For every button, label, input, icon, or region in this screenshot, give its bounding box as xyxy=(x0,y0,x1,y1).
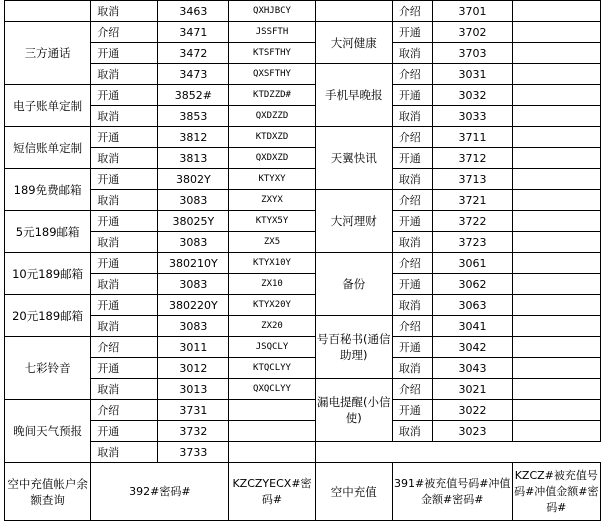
bottom-left-label: 空中充值帐户余额查询 xyxy=(5,463,91,521)
action-cell: 取消 xyxy=(91,148,158,169)
number-cell: 3723 xyxy=(433,232,512,253)
number-cell: 3732 xyxy=(158,421,229,442)
action-cell: 取消 xyxy=(91,190,158,211)
service-name: 七彩铃音 xyxy=(5,337,91,400)
action-cell: 开通 xyxy=(392,148,433,169)
table-row xyxy=(5,211,601,232)
code-cell xyxy=(229,421,315,442)
number-cell: 3033 xyxy=(433,106,512,127)
table-row xyxy=(5,253,601,274)
empty-cell xyxy=(512,106,600,127)
code-cell: QXQCLYY xyxy=(229,379,315,400)
empty-cell xyxy=(512,379,600,400)
table-row xyxy=(5,64,601,85)
code-cell: JSSFTH xyxy=(229,22,315,43)
table-row xyxy=(5,169,601,190)
number-cell: 3721 xyxy=(433,190,512,211)
code-cell: JSQCLY xyxy=(229,337,315,358)
empty-cell xyxy=(512,295,600,316)
number-cell: 3083 xyxy=(158,316,229,337)
action-cell: 开通 xyxy=(91,253,158,274)
bottom-left-code: KZCZYECX#密码# xyxy=(229,463,315,521)
action-cell: 开通 xyxy=(91,127,158,148)
code-cell: KTDZZD# xyxy=(229,85,315,106)
action-cell: 取消 xyxy=(392,232,433,253)
action-cell: 开通 xyxy=(91,358,158,379)
empty-cell xyxy=(512,400,600,421)
code-cell: KTYX5Y xyxy=(229,211,315,232)
action-cell: 取消 xyxy=(392,421,433,442)
table-row xyxy=(5,400,601,421)
action-cell: 介绍 xyxy=(392,253,433,274)
number-cell: 3701 xyxy=(433,1,512,22)
empty-cell xyxy=(512,22,600,43)
number-cell: 3083 xyxy=(158,232,229,253)
service-name xyxy=(315,1,392,22)
number-cell: 3031 xyxy=(433,64,512,85)
table-row xyxy=(5,22,601,43)
empty-cell xyxy=(512,211,600,232)
code-cell: QXHJBCY xyxy=(229,1,315,22)
number-cell: 3023 xyxy=(433,421,512,442)
number-cell: 3472 xyxy=(158,43,229,64)
number-cell: 3711 xyxy=(433,127,512,148)
action-cell: 开通 xyxy=(392,22,433,43)
action-cell: 取消 xyxy=(91,64,158,85)
number-cell: 3062 xyxy=(433,274,512,295)
number-cell: 3702 xyxy=(433,22,512,43)
service-name xyxy=(5,1,91,22)
number-cell: 3722 xyxy=(433,211,512,232)
action-cell: 取消 xyxy=(91,274,158,295)
table-row-bottom xyxy=(5,463,601,521)
empty-cell xyxy=(512,169,600,190)
number-cell: 3463 xyxy=(158,1,229,22)
action-cell: 取消 xyxy=(91,316,158,337)
action-cell: 开通 xyxy=(91,295,158,316)
bottom-left-number: 392#密码# xyxy=(91,463,229,521)
action-cell: 开通 xyxy=(91,43,158,64)
number-cell: 3471 xyxy=(158,22,229,43)
table-row xyxy=(5,190,601,211)
action-cell: 取消 xyxy=(392,169,433,190)
action-cell: 取消 xyxy=(392,358,433,379)
number-cell: 3703 xyxy=(433,43,512,64)
service-name: 189免费邮箱 xyxy=(5,169,91,211)
empty-cell xyxy=(512,232,600,253)
action-cell: 开通 xyxy=(392,337,433,358)
table-row xyxy=(5,379,601,400)
empty-cell xyxy=(512,358,600,379)
action-cell: 介绍 xyxy=(91,400,158,421)
action-cell: 取消 xyxy=(91,379,158,400)
service-name: 5元189邮箱 xyxy=(5,211,91,253)
action-cell: 取消 xyxy=(91,442,158,463)
number-cell: 3022 xyxy=(433,400,512,421)
code-cell: KTDXZD xyxy=(229,127,315,148)
service-name: 手机早晚报 xyxy=(315,64,392,127)
empty-cell xyxy=(512,43,600,64)
number-cell: 3013 xyxy=(158,379,229,400)
action-cell: 开通 xyxy=(91,421,158,442)
number-cell: 3733 xyxy=(158,442,229,463)
table-row xyxy=(5,337,601,358)
number-cell: 3712 xyxy=(433,148,512,169)
action-cell: 开通 xyxy=(392,400,433,421)
table-row xyxy=(5,316,601,337)
table-row xyxy=(5,232,601,253)
service-name: 三方通话 xyxy=(5,22,91,85)
action-cell: 介绍 xyxy=(91,337,158,358)
number-cell: 3813 xyxy=(158,148,229,169)
empty-cell xyxy=(512,190,600,211)
action-cell: 介绍 xyxy=(91,22,158,43)
action-cell: 介绍 xyxy=(392,64,433,85)
empty-cell xyxy=(512,421,600,442)
number-cell: 3802Y xyxy=(158,169,229,190)
number-cell: 3083 xyxy=(158,190,229,211)
number-cell: 3852# xyxy=(158,85,229,106)
code-cell: QXDXZD xyxy=(229,148,315,169)
number-cell: 3061 xyxy=(433,253,512,274)
service-name: 漏电提醒(小信使) xyxy=(315,379,392,442)
code-cell: KTSFTHY xyxy=(229,43,315,64)
bottom-right-label: 空中充值 xyxy=(315,463,392,521)
number-cell: 3853 xyxy=(158,106,229,127)
empty-cell xyxy=(512,1,600,22)
number-cell: 3021 xyxy=(433,379,512,400)
number-cell: 3812 xyxy=(158,127,229,148)
code-cell: QXDZZD xyxy=(229,106,315,127)
number-cell: 3042 xyxy=(433,337,512,358)
code-cell: ZX5 xyxy=(229,232,315,253)
number-cell: 3012 xyxy=(158,358,229,379)
service-code-table xyxy=(4,0,601,521)
table-row xyxy=(5,442,601,463)
code-cell: KTYX20Y xyxy=(229,295,315,316)
table-row xyxy=(5,85,601,106)
number-cell: 380210Y xyxy=(158,253,229,274)
table-row xyxy=(5,421,601,442)
service-name: 号百秘书(通信助理) xyxy=(315,316,392,379)
empty-cell xyxy=(512,148,600,169)
action-cell: 开通 xyxy=(392,274,433,295)
action-cell: 取消 xyxy=(392,43,433,64)
service-name: 短信账单定制 xyxy=(5,127,91,169)
table-row xyxy=(5,106,601,127)
action-cell: 介绍 xyxy=(392,190,433,211)
number-cell: 3011 xyxy=(158,337,229,358)
code-cell xyxy=(229,400,315,421)
service-name: 大河健康 xyxy=(315,22,392,64)
empty-cell xyxy=(512,127,600,148)
number-cell: 3731 xyxy=(158,400,229,421)
table-row xyxy=(5,1,601,22)
action-cell: 取消 xyxy=(392,295,433,316)
empty-cell xyxy=(512,253,600,274)
empty-cell xyxy=(512,274,600,295)
action-cell: 开通 xyxy=(91,211,158,232)
table-row xyxy=(5,43,601,64)
table-row xyxy=(5,358,601,379)
action-cell: 取消 xyxy=(91,232,158,253)
action-cell: 开通 xyxy=(392,211,433,232)
action-cell: 取消 xyxy=(91,106,158,127)
code-cell: ZX20 xyxy=(229,316,315,337)
table-row xyxy=(5,148,601,169)
number-cell: 3041 xyxy=(433,316,512,337)
service-name: 10元189邮箱 xyxy=(5,253,91,295)
table-row xyxy=(5,274,601,295)
number-cell: 3063 xyxy=(433,295,512,316)
action-cell: 取消 xyxy=(392,106,433,127)
number-cell: 3083 xyxy=(158,274,229,295)
number-cell: 3713 xyxy=(433,169,512,190)
action-cell: 开通 xyxy=(392,85,433,106)
service-name: 20元189邮箱 xyxy=(5,295,91,337)
empty-cell xyxy=(512,85,600,106)
service-name: 大河理财 xyxy=(315,190,392,253)
action-cell: 介绍 xyxy=(392,1,433,22)
service-name: 天翼快讯 xyxy=(315,127,392,190)
action-cell: 取消 xyxy=(91,1,158,22)
bottom-right-code: KZCZ#被充值号码#冲值金额#密码# xyxy=(512,463,600,521)
code-cell xyxy=(229,442,315,463)
table-row xyxy=(5,295,601,316)
action-cell: 开通 xyxy=(91,85,158,106)
action-cell: 开通 xyxy=(91,169,158,190)
empty-cell xyxy=(512,64,600,85)
empty-cell xyxy=(512,316,600,337)
code-cell: ZX10 xyxy=(229,274,315,295)
number-cell: 3473 xyxy=(158,64,229,85)
empty-cell xyxy=(512,337,600,358)
number-cell: 38025Y xyxy=(158,211,229,232)
service-name: 电子账单定制 xyxy=(5,85,91,127)
service-name: 备份 xyxy=(315,253,392,316)
code-cell: KTYXY xyxy=(229,169,315,190)
code-cell: ZXYX xyxy=(229,190,315,211)
code-cell: KTQCLYY xyxy=(229,358,315,379)
page-fragment xyxy=(250,502,280,506)
code-cell: KTYX10Y xyxy=(229,253,315,274)
table-row xyxy=(5,127,601,148)
number-cell: 3032 xyxy=(433,85,512,106)
action-cell: 介绍 xyxy=(392,316,433,337)
action-cell: 介绍 xyxy=(392,127,433,148)
code-cell: QXSFTHY xyxy=(229,64,315,85)
action-cell: 介绍 xyxy=(392,379,433,400)
number-cell: 380220Y xyxy=(158,295,229,316)
number-cell: 3043 xyxy=(433,358,512,379)
service-name: 晚间天气预报 xyxy=(5,400,91,463)
bottom-right-number: 391#被充值号码#冲值金额#密码# xyxy=(392,463,512,521)
